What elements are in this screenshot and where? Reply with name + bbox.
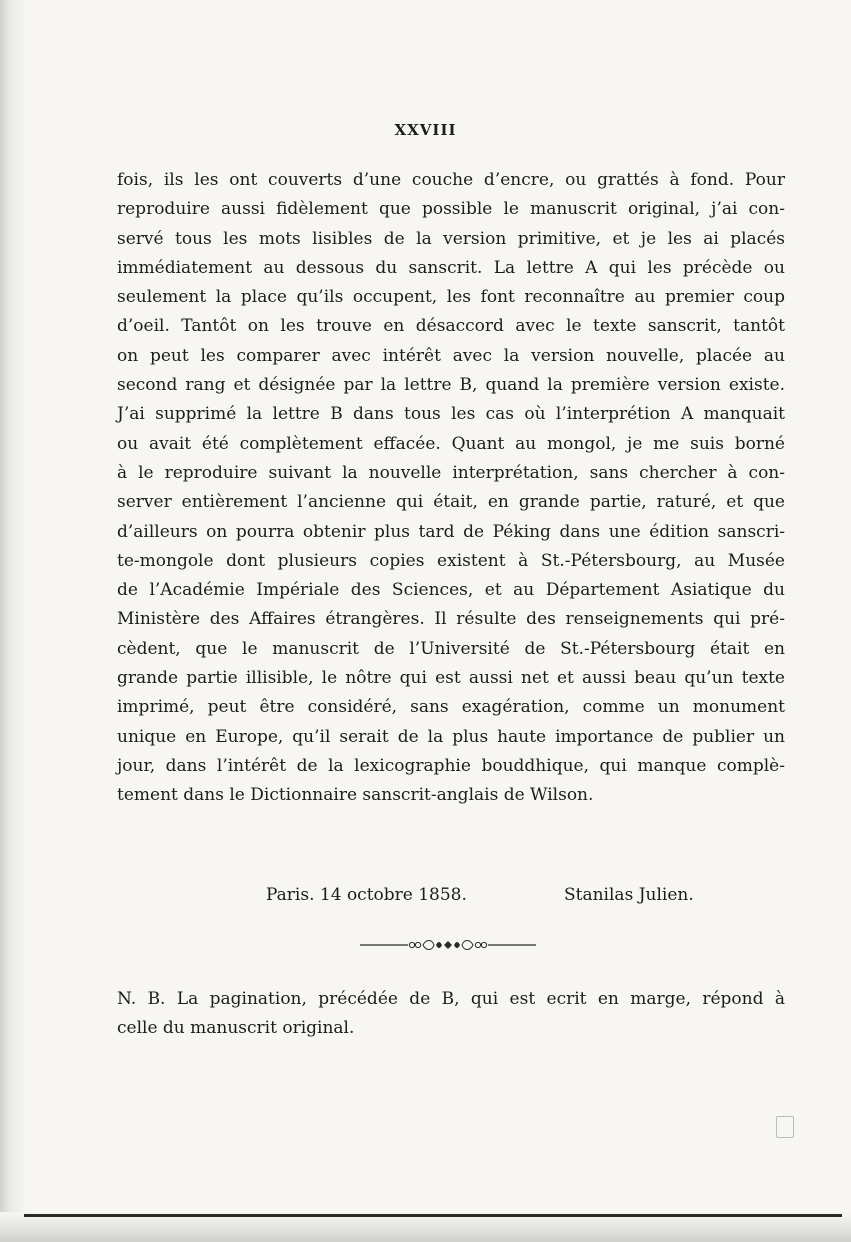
text-line: Ministère des Affaires étrangères. Il résulte des renseignements qui pré- — [117, 609, 785, 630]
body-paragraph — [117, 166, 785, 811]
text-line: server entièrement l’ancienne qui était, en grande partie, raturé, et que — [117, 492, 785, 513]
page-bottom-rule — [24, 1214, 842, 1217]
text-line: ou avait été complètement effacée. Quant au mongol, je me suis borné — [117, 433, 785, 454]
text-line: d’ailleurs on pourra obtenir plus tard de Péking dans une édition sanscri- — [117, 521, 785, 542]
text-line: tement dans le Dictionnaire sanscrit-anglais de Wilson. — [117, 785, 594, 806]
text-line: d’oeil. Tantôt on les trouve en désaccord avec le texte sanscrit, tantôt — [117, 316, 785, 337]
text-line: fois, ils les ont couverts d’une couche d’encre, ou grattés à fond. Pour — [117, 170, 785, 190]
text-line: second rang et désignée par la lettre B, quand la première version existe. — [117, 375, 785, 396]
text-line: seulement la place qu’ils occupent, les font reconnaître au premier coup — [117, 287, 785, 308]
text-line: à le reproduire suivant la nouvelle interprétation, sans chercher à con- — [117, 462, 785, 483]
text-line: de l’Académie Impériale des Sciences, et au Département Asiatique du — [117, 580, 785, 601]
text-line: grande partie illisible, le nôtre qui est aussi net et aussi beau qu’un texte — [117, 668, 785, 689]
text-line: jour, dans l’intérêt de la lexicographie bouddhique, qui manque complè- — [117, 755, 785, 776]
ornament-divider-icon — [356, 933, 540, 957]
signature-date: Paris. 14 octobre 1858. — [266, 885, 467, 905]
text-line: te-mongole dont plusieurs copies existent à St.-Pétersbourg, au Musée — [117, 550, 785, 571]
scan-corner-mark — [776, 1116, 794, 1138]
text-line: servé tous les mots lisibles de la version primitive, et je les ai placés — [117, 228, 785, 249]
nota-bene-note — [117, 985, 785, 1044]
text-line: on peut les comparer avec intérêt avec la version nouvelle, placée au — [117, 345, 785, 366]
text-line: imprimé, peut être considéré, sans exagération, comme un monument — [117, 697, 785, 718]
text-line: reproduire aussi fidèlement que possible le manuscrit original, j’ai con- — [117, 199, 785, 220]
text-line: J’ai supprimé la lettre B dans tous les cas où l’interprétion A manquait — [117, 404, 785, 425]
note-line: celle du manuscrit original. — [117, 1018, 355, 1039]
page-number: XXVIII — [394, 121, 457, 139]
page-binding-shadow — [0, 0, 26, 1242]
note-line: N. B. La pagination, précédée de B, qui est ecrit en marge, répond à — [117, 989, 785, 1009]
text-line: cèdent, que le manuscrit de l’Université de St.-Pétersbourg était en — [117, 638, 785, 659]
text-line: unique en Europe, qu’il serait de la plus haute importance de publier un — [117, 726, 785, 747]
signature-name: Stanilas Julien. — [564, 885, 694, 905]
text-line: immédiatement au dessous du sanscrit. La lettre A qui les précède ou — [117, 257, 785, 278]
